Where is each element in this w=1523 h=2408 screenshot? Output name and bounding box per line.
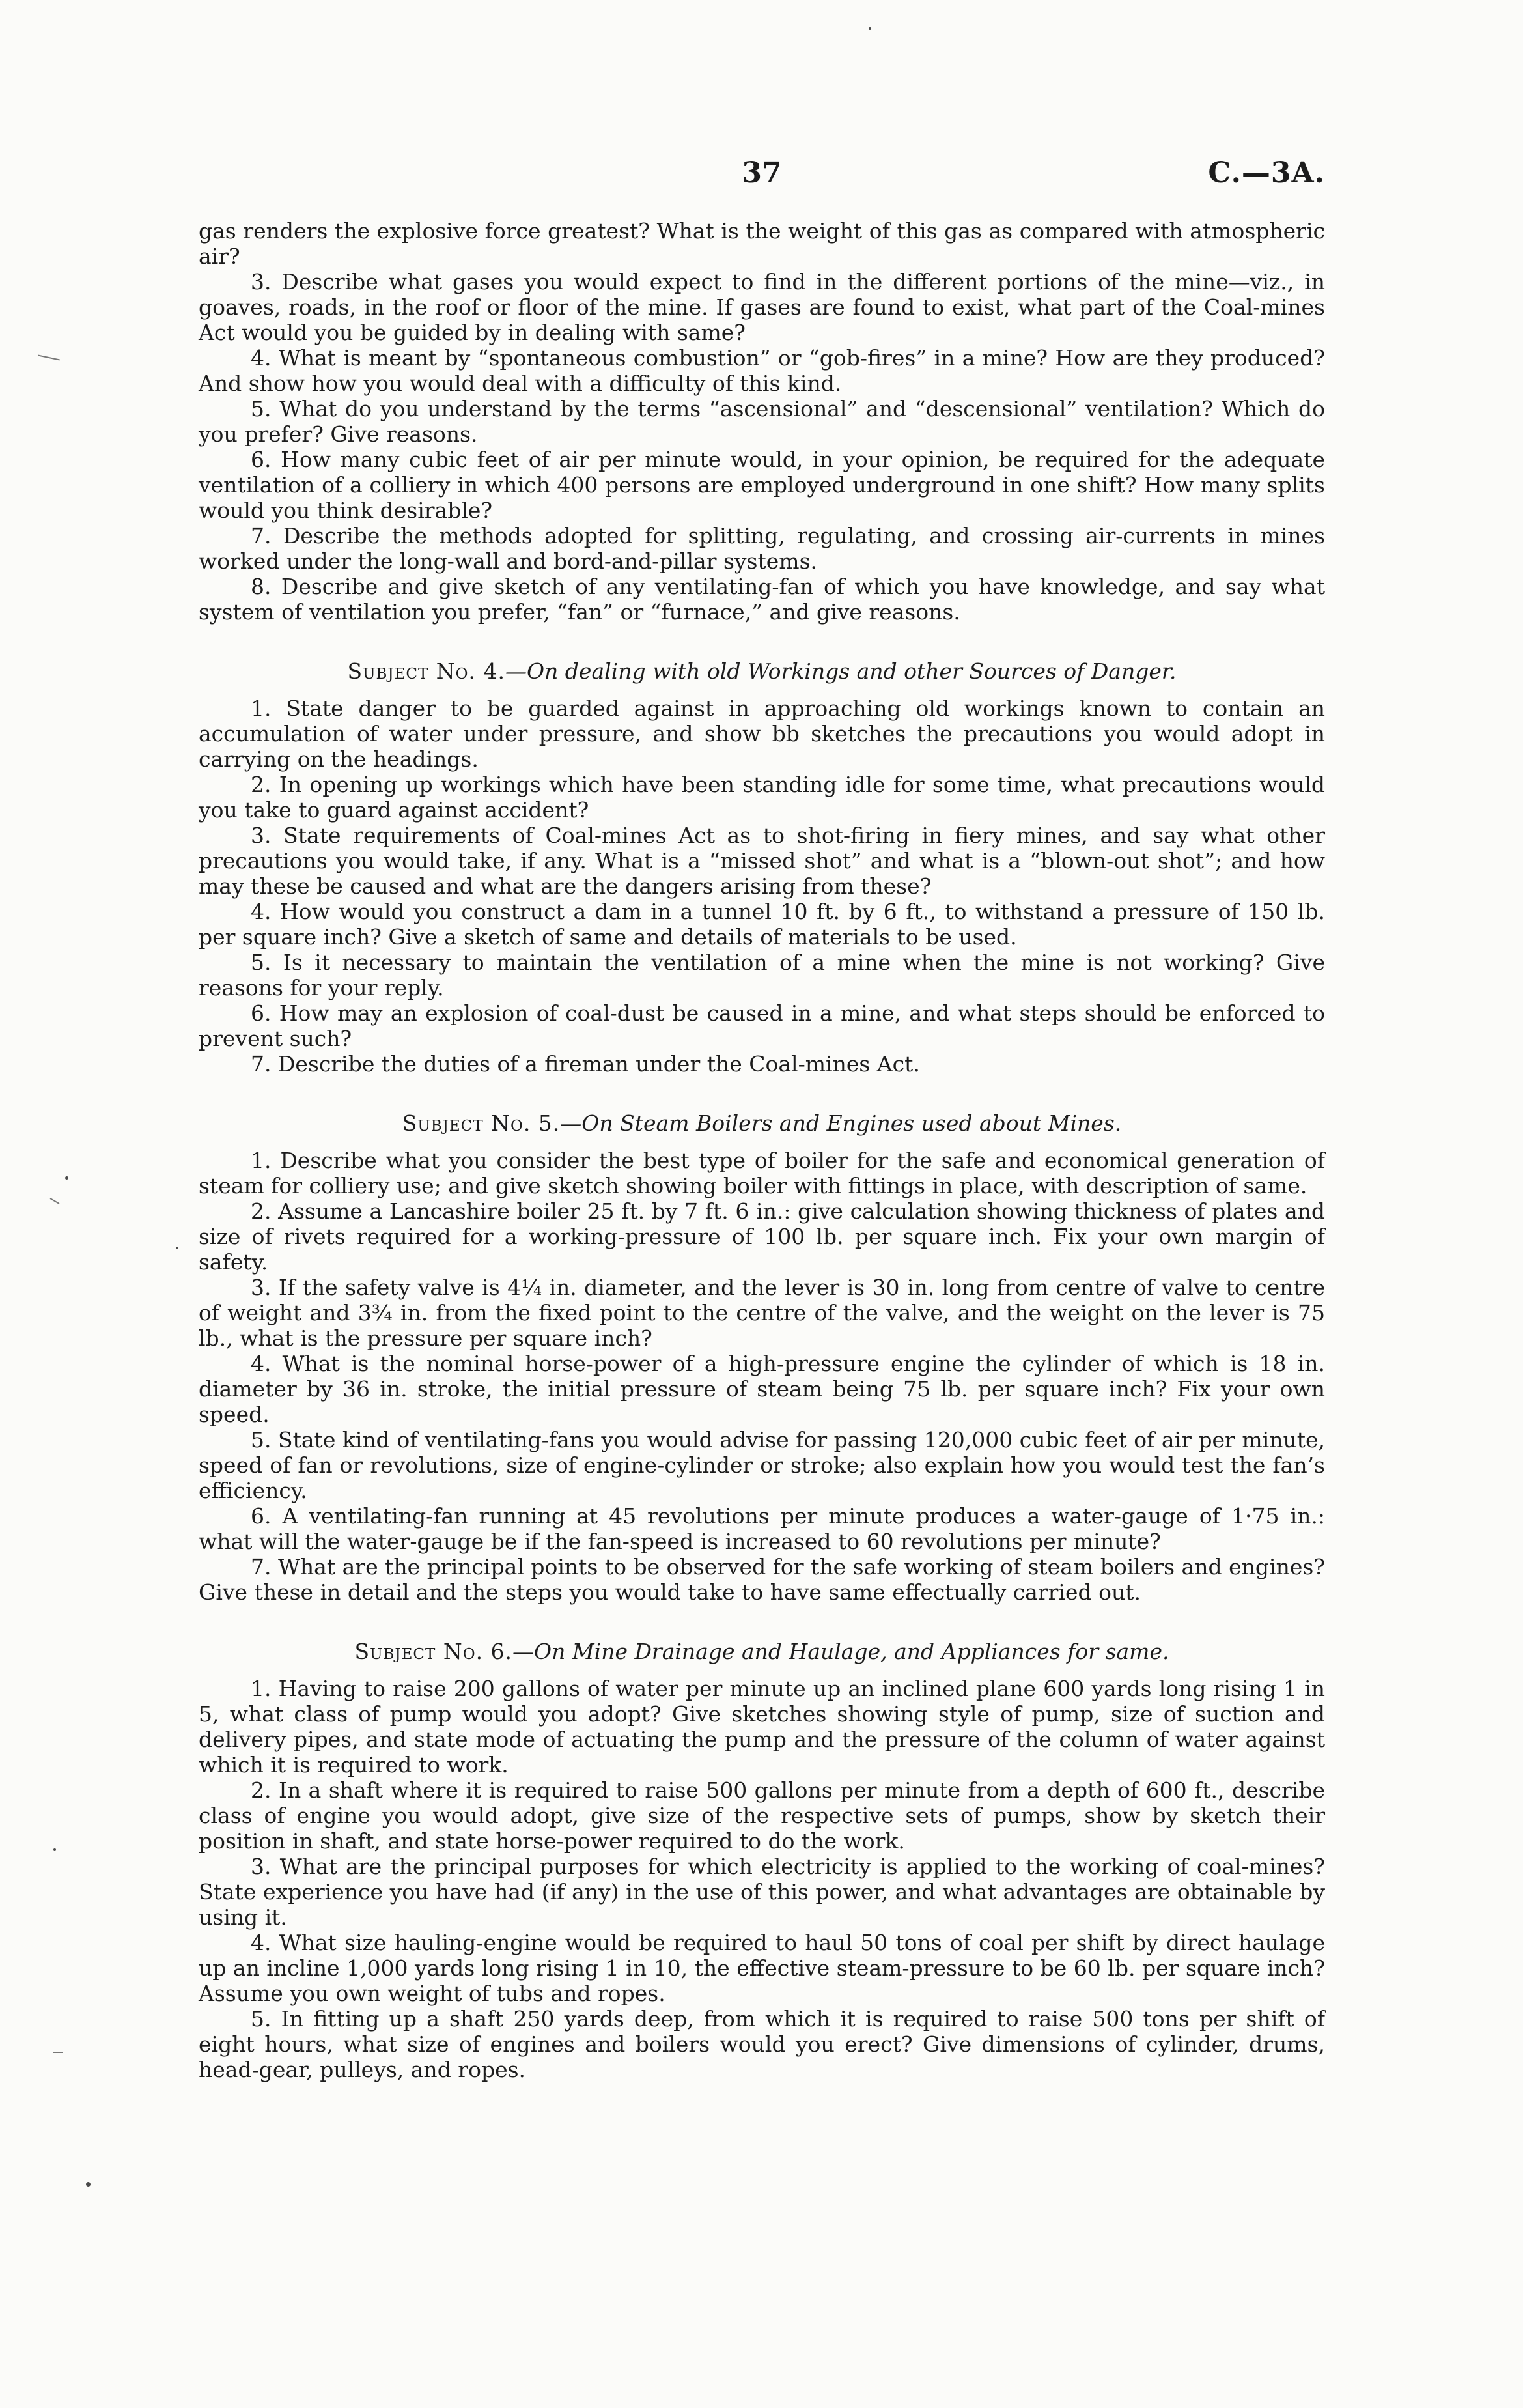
scan-speck [869, 27, 871, 30]
question: 4. What is meant by “spontaneous combustion” or “gob-fires” in a mine? How are they produced? And show how you would deal with a difficulty of this kind. [199, 345, 1325, 396]
subject-title: —On Mine Drainage and Haulage, and Appliances for same. [512, 1639, 1169, 1664]
question: 2. In a shaft where it is required to raise 500 gallons per minute from a depth of 600 ft., describe class of engine you would adopt, give size of the respective sets of pumps, show by sketch their position in shaft, and state horse-power required to do the work. [199, 1778, 1325, 1854]
question: 3. Describe what gases you would expect to find in the different portions of the mine—viz., in goaves, roads, in the roof or floor of the mine. If gases are found to exist, what part of the Coal-mines Act would you be guided by in dealing with same? [199, 269, 1325, 345]
question: 6. How may an explosion of coal-dust be caused in a mine, and what steps should be enforced to prevent such? [199, 1000, 1325, 1051]
question: 4. How would you construct a dam in a tunnel 10 ft. by 6 ft., to withstand a pressure of 150 lb. per square inch? Give a sketch of same and details of materials to be used. [199, 899, 1325, 950]
question: 7. Describe the duties of a fireman under the Coal-mines Act. [251, 1051, 920, 1077]
scan-speck [176, 1247, 178, 1249]
question: 2. In opening up workings which have been standing idle for some time, what precautions would you take to guard against accident? [199, 772, 1325, 823]
paragraph: gas renders the explosive force greatest? What is the weight of this gas as compared with atmospheric air? [199, 218, 1325, 269]
scan-mark [50, 1198, 60, 1204]
scan-mark [53, 2052, 63, 2053]
section-heading [199, 1111, 1325, 1136]
scan-speck [53, 1848, 56, 1851]
subject-title: —On dealing with old Workings and other Sources of Danger. [505, 659, 1177, 684]
question: 3. What are the principal purposes for which electricity is applied to the working of coal-mines? State experience you have had (if any) in the use of this power, and what advantages are obtainable by using it. [199, 1854, 1325, 1930]
question: 5. State kind of ventilating-fans you would advise for passing 120,000 cubic feet of air per minute, speed of fan or revolutions, size of engine-cylinder or stroke; also explain how you would test the fan’s efficiency. [199, 1427, 1325, 1503]
section-heading [199, 1639, 1325, 1664]
question: 7. What are the principal points to be observed for the safe working of steam boilers and engines? Give these in detail and the steps you would take to have same effectually carried out. [199, 1554, 1325, 1605]
question: 6. How many cubic feet of air per minute would, in your opinion, be required for the adequate ventilation of a colliery in which 400 persons are employed underground in one shift? How many splits would you think desirable? [199, 447, 1325, 523]
question: 8. Describe and give sketch of any ventilating-fan of which you have knowledge, and say what system of ventilation you prefer, “fan” or “furnace,” and give reasons. [199, 574, 1325, 625]
question: 4. What is the nominal horse-power of a high-pressure engine the cylinder of which is 18 in. diameter by 36 in. stroke, the initial pressure of steam being 75 lb. per square inch? Fix your own speed. [199, 1351, 1325, 1427]
question: 7. Describe the methods adopted for splitting, regulating, and crossing air-currents in mines worked under the long-wall and bord-and-pillar systems. [199, 523, 1325, 574]
subject-label: Subject No. 4. [347, 659, 505, 684]
section-heading [199, 659, 1325, 684]
question: 2. Assume a Lancashire boiler 25 ft. by 7 ft. 6 in.: give calculation showing thickness of plates and size of rivets required for a working-pressure of 100 lb. per square inch. Fix your own margin of safety. [199, 1198, 1325, 1275]
scan-speck [86, 2182, 91, 2187]
question: 4. What size hauling-engine would be required to haul 50 tons of coal per shift by direct haulage up an incline 1,000 yards long rising 1 in 10, the effective steam-pressure to be 60 lb. per square inch? Assume you own weight of tubs and ropes. [199, 1930, 1325, 2006]
question: 1. State danger to be guarded against in approaching old workings known to contain an accumulation of water under pressure, and show bb sketches the precautions you would adopt in carrying on the headings. [199, 696, 1325, 772]
scan-mark [38, 354, 60, 360]
page-number: 37 [742, 156, 782, 190]
question: 3. If the safety valve is 4¼ in. diameter, and the lever is 30 in. long from centre of valve to centre of weight and 3¾ in. from the fixed point to the centre of the valve, and the weight on the lever is 75 lb., what is the pressure per square inch? [199, 1275, 1325, 1351]
subject-label: Subject No. 6. [354, 1639, 513, 1664]
question: 5. Is it necessary to maintain the ventilation of a mine when the mine is not working? Give reasons for your reply. [199, 950, 1325, 1000]
question: 3. State requirements of Coal-mines Act as to shot-firing in fiery mines, and say what other precautions you would take, if any. What is a “missed shot” and what is a “blown-out shot”; and how may these be caused and what are the dangers arising from these? [199, 823, 1325, 899]
scan-speck [65, 1176, 68, 1180]
question: 6. A ventilating-fan running at 45 revolutions per minute produces a water-gauge of 1·75 in.: what will the water-gauge be if the fan-speed is increased to 60 revolutions per minute? [199, 1503, 1325, 1554]
question: 5. In fitting up a shaft 250 yards deep, from which it is required to raise 500 tons per shift of eight hours, what size of engines and boilers would you erect? Give dimensions of cylinder, drums, head-gear, pulleys, and ropes. [199, 2006, 1325, 2082]
question: 5. What do you understand by the terms “ascensional” and “descensional” ventilation? Which do you prefer? Give reasons. [199, 396, 1325, 447]
document-reference: C.—3A. [1208, 156, 1325, 190]
page-header [199, 156, 1325, 208]
subject-title: —On Steam Boilers and Engines used about Mines. [560, 1111, 1122, 1136]
page-body [199, 218, 1325, 2082]
question: 1. Having to raise 200 gallons of water per minute up an inclined plane 600 yards long rising 1 in 5, what class of pump would you adopt? Give sketches showing style of pump, size of suction and delivery pipes, and state mode of actuating the pump and the pressure of the column of water against which it is required to work. [199, 1676, 1325, 1778]
question: 1. Describe what you consider the best type of boiler for the safe and economical generation of steam for colliery use; and give sketch showing boiler with fittings in place, with description of same. [199, 1148, 1325, 1198]
subject-label: Subject No. 5. [402, 1111, 561, 1136]
